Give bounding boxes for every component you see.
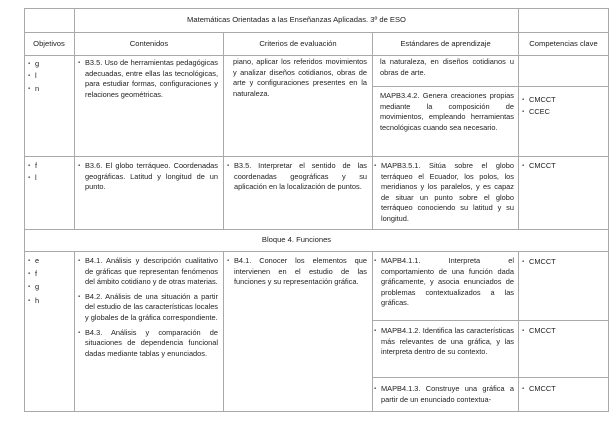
table-column-divider: [372, 32, 373, 229]
table-border-top: [24, 8, 609, 9]
contenido-item: ▪ B3.6. El globo terráqueo. Coordenadas geográficas. Latitud y longitud de un punto.: [78, 161, 218, 193]
contenido-text: [78, 58, 218, 100]
objetivo-item: ▪ f: [35, 269, 37, 280]
estandar-text: [374, 384, 514, 405]
contenido-item: ▪ B4.3. Análisis y comparación de situaciones de dependencia funcional dadas mediante tablas y enunciados.: [78, 328, 218, 360]
table-column-divider: [223, 251, 224, 412]
table-divider: [372, 320, 609, 321]
header-contenidos: Contenidos: [129, 39, 169, 48]
estandar-item: ▪ MAPB4.1.3. Construye una gráfica a partir de un enunciado contextua-: [374, 384, 514, 405]
competencia-item: ▪ CMCCT: [529, 326, 556, 337]
contenido-item: ▪ B4.1. Análisis y descripción cualitativo de gráficas que representan fenómenos del ámbito cotidiano y de otras materias.: [78, 256, 218, 288]
competencia-item: ▪ CMCCT: [529, 95, 556, 106]
objetivo-item: ▪ h: [35, 296, 39, 307]
estandar-text: [374, 326, 514, 358]
criterio-item: ▪ B4.1. Conocer los elementos que intervienen en el estudio de las funciones y su representación gráfica.: [227, 256, 367, 288]
objetivo-item: ▪ g: [35, 59, 39, 70]
table-divider: [24, 32, 609, 33]
contenido-item: ▪ B4.2. Análisis de una situación a partir del estudio de las características locales y globales de la gráfica correspondiente.: [78, 292, 218, 324]
contenido-text: [78, 161, 218, 193]
competencia-item: ▪ CCEC: [529, 107, 550, 118]
table-divider: [24, 55, 609, 56]
table-divider: [372, 86, 609, 87]
objetivo-item: ▪ f: [35, 161, 37, 172]
objetivo-item: ▪ n: [35, 84, 39, 95]
table-column-divider: [518, 251, 519, 412]
competencia-item: ▪ CMCCT: [529, 161, 556, 172]
estandar-item: ▪ MAPB4.1.2. Identifica las características más relevantes de una gráfica, y las interpreta dentro de su contexto.: [374, 326, 514, 358]
table-divider: [24, 156, 609, 157]
objetivo-item: ▪ e: [35, 256, 39, 267]
table-border-bottom: [24, 411, 609, 412]
estandar-item: ▪ MAPB4.1.1. Interpreta el comportamiento de una función dada gráficamente, y asocia enunciados de problemas contextualizados a las gráficas.: [374, 256, 514, 309]
criterio-text: [227, 256, 367, 288]
table-column-divider: [74, 32, 75, 229]
estandar-item: ▪ MAPB3.5.1. Sitúa sobre el globo terráqueo el Ecuador, los polos, los meridianos y los paralelos, y es capaz de situar un punto sobre el globo terráqueo conociendo su latitud y su longitud.: [374, 161, 514, 225]
objetivo-item: ▪ g: [35, 282, 39, 293]
competencia-item: ▪ CMCCT: [529, 384, 556, 395]
table-column-divider: [372, 251, 373, 412]
table-divider: [24, 251, 609, 252]
header-objetivos: Objetivos: [33, 39, 65, 48]
table-divider: [372, 377, 609, 378]
estandar-text: MAPB3.4.2. Genera creaciones propias mediante la composición de movimientos, empleando herramientas tecnológicas cuando sea necesario.: [380, 91, 514, 132]
table-column-divider: [74, 251, 75, 412]
criterio-text: piano, aplicar los referidos movimientos y analizar diseños cotidianos, obras de arte y configuraciones presentes en la naturaleza.: [233, 57, 367, 98]
header-competencias: Competencias clave: [529, 39, 598, 48]
contenidos-list: [78, 256, 218, 363]
header-estandares: Estándares de aprendizaje: [400, 39, 491, 48]
block-title: Bloque 4. Funciones: [261, 235, 332, 244]
criterio-item: ▪ B3.5. Interpretar el sentido de las coordenadas geográficas y su aplicación en la localización de puntos.: [227, 161, 367, 193]
contenido-item: ▪ B3.5. Uso de herramientas pedagógicas adecuadas, entre ellas las tecnológicas, para estudiar formas, configuraciones y relaciones geométricas.: [78, 58, 218, 100]
table-title: Matemáticas Orientadas a las Enseñanzas Aplicadas. 3º de ESO: [187, 15, 406, 24]
estandar-text: la naturaleza, en diseños cotidianos u obras de arte.: [380, 57, 514, 77]
table-border-left: [24, 8, 25, 412]
criterio-text: [227, 161, 367, 193]
table-border-right: [608, 8, 609, 412]
objetivo-item: ▪ l: [35, 173, 37, 184]
estandar-text: [374, 256, 514, 309]
header-criterios: Criterios de evaluación: [259, 39, 337, 48]
competencia-item: ▪ CMCCT: [529, 257, 556, 268]
table-divider: [24, 229, 609, 230]
estandar-text: [374, 161, 514, 225]
table-column-divider: [223, 32, 224, 229]
objetivo-item: ▪ l: [35, 71, 37, 82]
